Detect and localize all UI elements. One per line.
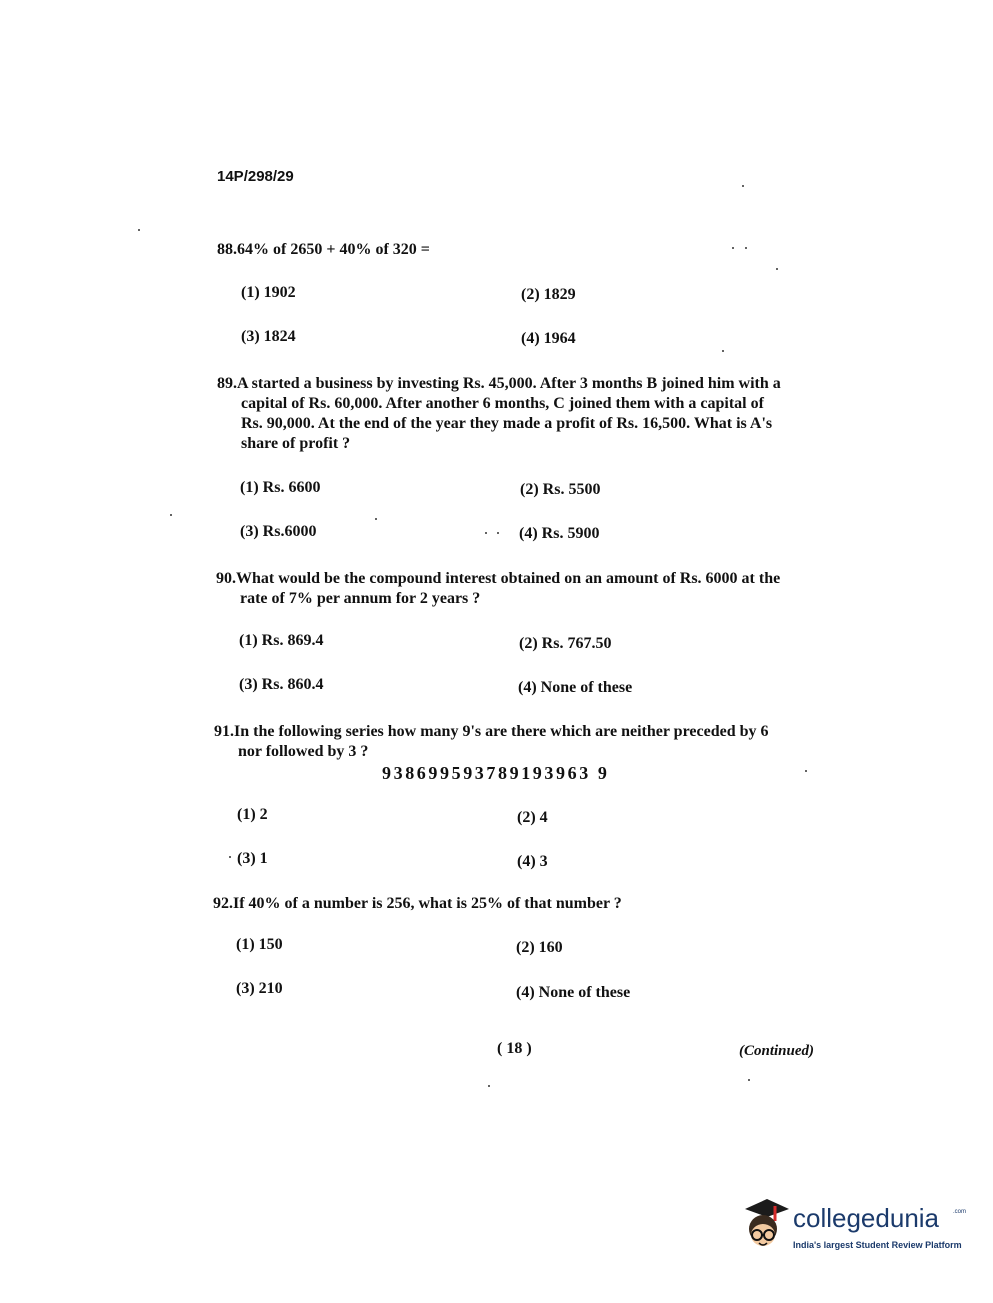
scan-speck xyxy=(488,1085,490,1087)
option: (3) Rs.6000 xyxy=(240,523,317,540)
scan-speck xyxy=(732,247,734,249)
option: (2) Rs. 5500 xyxy=(520,481,601,498)
option: (1) Rs. 869.4 xyxy=(239,632,324,649)
scan-speck xyxy=(229,856,231,858)
option: (2) 4 xyxy=(517,809,548,826)
option: (3) 1 xyxy=(237,850,268,867)
option: (4) None of these xyxy=(518,679,633,696)
question-90 xyxy=(216,569,831,609)
scan-speck xyxy=(745,247,747,249)
question-line: 89.A started a business by investing Rs. 45,000. After 3 months B joined him with a xyxy=(217,375,781,392)
option: (4) 1964 xyxy=(521,330,576,347)
option: (2) 1829 xyxy=(521,286,576,303)
question-text: 64% of 2650 + 40% of 320 = xyxy=(237,241,430,258)
question-line: capital of Rs. 60,000. After another 6 months, C joined them with a capital of xyxy=(241,395,764,412)
option: (3) 210 xyxy=(236,980,283,997)
question-88 xyxy=(217,240,430,260)
question-91 xyxy=(214,722,831,762)
logo-wordmark: collegedunia xyxy=(793,1203,940,1233)
scan-speck xyxy=(722,350,724,352)
option: (3) 1824 xyxy=(241,328,296,345)
option: (2) 160 xyxy=(516,939,563,956)
option: (3) Rs. 860.4 xyxy=(239,676,324,693)
mascot-icon xyxy=(735,1195,793,1257)
scan-speck xyxy=(485,532,487,534)
question-number: 91. xyxy=(214,723,234,740)
number-series: 938699593789193963 9 xyxy=(382,763,610,783)
page-code: 14P/298/29 xyxy=(217,168,294,185)
scan-speck xyxy=(497,532,499,534)
scan-speck xyxy=(742,185,744,187)
option: (1) 2 xyxy=(237,806,268,823)
scan-speck xyxy=(375,518,377,520)
option: (1) 150 xyxy=(236,936,283,953)
scan-speck xyxy=(805,770,807,772)
question-line: nor followed by 3 ? xyxy=(238,743,369,760)
option: (4) Rs. 5900 xyxy=(519,525,600,542)
question-number: 90. xyxy=(216,570,236,587)
question-number: 92. xyxy=(213,895,233,912)
scan-speck xyxy=(776,268,778,270)
question-number: 88. xyxy=(217,241,237,258)
continued-label: (Continued) xyxy=(739,1043,815,1059)
question-text: If 40% of a number is 256, what is 25% of that number ? xyxy=(233,895,622,912)
option: (1) 1902 xyxy=(241,284,296,301)
question-92 xyxy=(213,894,622,914)
question-line: rate of 7% per annum for 2 years ? xyxy=(240,590,481,607)
option: (1) Rs. 6600 xyxy=(240,479,321,496)
logo-suffix: .com xyxy=(953,1209,967,1215)
option: (4) 3 xyxy=(517,853,548,870)
question-line: 90.What would be the compound interest obtained on an amount of Rs. 6000 at the xyxy=(216,570,781,587)
collegedunia-logo xyxy=(735,1195,965,1265)
page-number: ( 18 ) xyxy=(497,1040,532,1057)
scan-speck xyxy=(748,1079,750,1081)
question-89 xyxy=(217,374,832,454)
option: (2) Rs. 767.50 xyxy=(519,635,612,652)
question-number: 89. xyxy=(217,375,237,392)
scan-speck xyxy=(138,229,140,231)
question-line: share of profit ? xyxy=(241,435,351,452)
option: (4) None of these xyxy=(516,984,631,1001)
question-line: 91.In the following series how many 9's are there which are neither preceded by 6 xyxy=(214,723,769,740)
scan-speck xyxy=(170,514,172,516)
question-line: Rs. 90,000. At the end of the year they made a profit of Rs. 16,500. What is A's xyxy=(241,415,773,432)
logo-tagline: India's largest Student Review Platform xyxy=(793,1240,962,1250)
